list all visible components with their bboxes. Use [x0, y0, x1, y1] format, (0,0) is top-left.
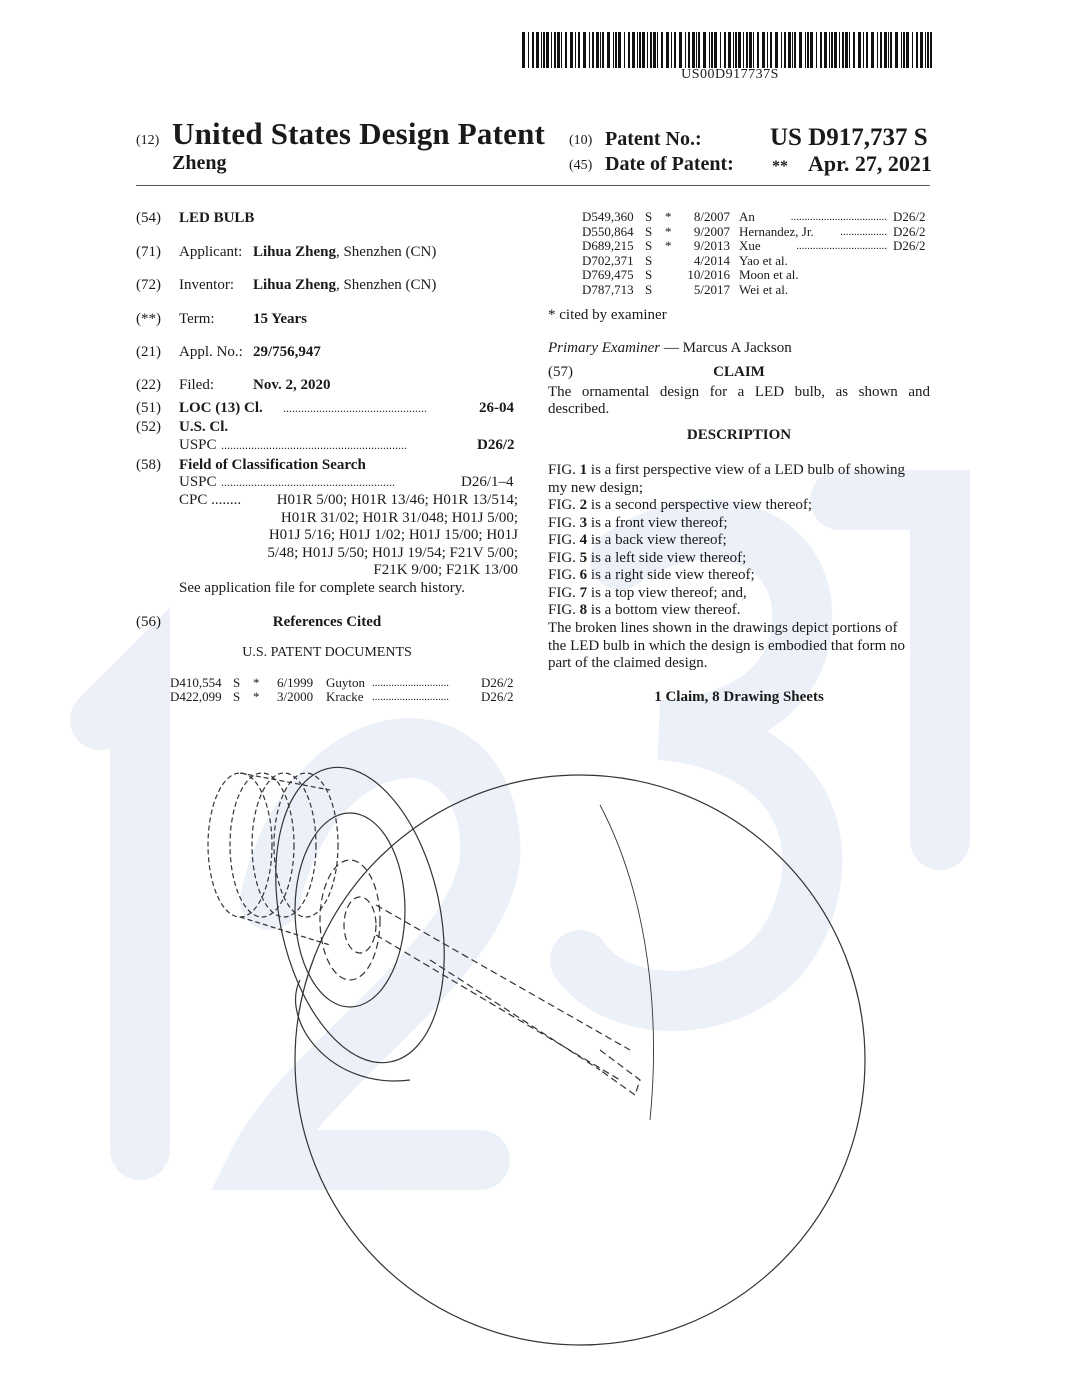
- barcode-bar: [927, 32, 929, 68]
- date-label: Date of Patent:: [605, 153, 734, 175]
- right-ref-date-3: 9/2013: [693, 238, 730, 253]
- barcode-bar: [618, 32, 621, 68]
- barcode-bar: [816, 32, 817, 68]
- barcode-bar: [746, 32, 748, 68]
- patent-number: US D917,737 S: [770, 124, 928, 151]
- desc-line-8: FIG. 7 is a top view thereof; and,: [548, 585, 747, 601]
- uscl-dots: ..............................................................: [221, 438, 407, 452]
- barcode-bar: [583, 32, 586, 68]
- appl-value: 29/756,947: [253, 344, 321, 360]
- barcode-bar: [600, 32, 601, 68]
- right-ref-name-3: Xue: [739, 238, 761, 253]
- code-71: (71): [136, 244, 161, 260]
- barcode-bar: [639, 32, 641, 68]
- barcode-bar: [743, 32, 744, 68]
- applicant-value: Lihua Zheng, Shenzhen (CN): [253, 244, 437, 260]
- desc-line-3: FIG. 2 is a second perspective view thereof;: [548, 497, 813, 513]
- barcode-bar: [884, 32, 887, 68]
- right-ref-name-2: Hernandez, Jr.: [739, 224, 814, 239]
- right-ref-kind-6: S: [645, 282, 653, 297]
- bulb-neck-flare: [251, 752, 470, 1079]
- appl-label: Appl. No.:: [179, 344, 243, 360]
- barcode-bar: [565, 32, 567, 68]
- led-stem: [320, 860, 640, 1095]
- loc-value: 26-04: [479, 400, 514, 416]
- invention-title: LED BULB: [179, 210, 255, 226]
- left-ref-num-1: D410,554: [170, 675, 222, 690]
- barcode-bar: [711, 32, 713, 68]
- desc-line-12: part of the claimed design.: [548, 655, 708, 671]
- barcode-bar: [522, 32, 525, 68]
- claim-heading: CLAIM: [713, 364, 765, 380]
- barcode-bar: [890, 32, 892, 68]
- barcode-bar: [541, 32, 542, 68]
- applicant-label: Applicant:: [179, 244, 243, 260]
- barcode-bar: [679, 32, 682, 68]
- desc-line-2: my new design;: [548, 480, 643, 496]
- right-ref-name-4: Yao et al.: [739, 253, 788, 268]
- right-ref-date-5: 10/2016: [687, 267, 730, 282]
- barcode-bar: [703, 32, 706, 68]
- barcode-bar: [824, 32, 827, 68]
- barcode-bar: [650, 32, 652, 68]
- barcode-graphic: [522, 32, 932, 68]
- left-ref-name-2: Kracke: [326, 689, 364, 704]
- cpc-line-1: H01R 5/00; H01R 13/46; H01R 13/514;: [276, 492, 518, 508]
- barcode-bar: [632, 32, 635, 68]
- barcode-bar: [901, 32, 902, 68]
- left-ref-date-1: 6/1999: [277, 675, 314, 690]
- claim-line-2: described.: [548, 401, 610, 417]
- desc-line-4: FIG. 3 is a front view thereof;: [548, 515, 728, 531]
- right-ref-num-3: D689,215: [582, 238, 634, 253]
- barcode-bar: [903, 32, 905, 68]
- left-ref-date-2: 3/2000: [277, 689, 314, 704]
- filed-value: Nov. 2, 2020: [253, 377, 331, 393]
- barcode-bar: [805, 32, 806, 68]
- code-52: (52): [136, 419, 161, 435]
- right-ref-num-1: D549,360: [582, 209, 634, 224]
- barcode-bar: [906, 32, 909, 68]
- barcode-bar: [613, 32, 614, 68]
- code-12: (12): [136, 133, 160, 148]
- barcode-bar: [688, 32, 690, 68]
- barcode-bar: [728, 32, 731, 68]
- barcode-bar: [845, 32, 848, 68]
- desc-line-5: FIG. 4 is a back view thereof;: [548, 532, 727, 548]
- right-ref-date-1: 8/2007: [693, 209, 730, 224]
- desc-line-7: FIG. 6 is a right side view thereof;: [548, 567, 755, 583]
- document-title: United States Design Patent: [172, 116, 546, 151]
- right-ref-class-3: D26/2: [893, 238, 926, 253]
- right-ref-num-6: D787,713: [582, 282, 634, 297]
- code-51: (51): [136, 400, 161, 416]
- patent-no-label: Patent No.:: [605, 128, 702, 150]
- right-ref-dots-3: .................................: [796, 240, 887, 252]
- barcode-bar: [810, 32, 813, 68]
- see-application: See application file for complete search history.: [179, 580, 466, 596]
- field-uspc: USPC: [179, 474, 217, 490]
- barcode-bar: [880, 32, 882, 68]
- right-ref-class-2: D26/2: [893, 224, 926, 239]
- barcode-bar: [784, 32, 786, 68]
- right-ref-num-5: D769,475: [582, 267, 634, 282]
- barcode-bar: [615, 32, 617, 68]
- code-57: (57): [548, 364, 573, 380]
- barcode-bar: [753, 32, 754, 68]
- barcode-bar: [709, 32, 710, 68]
- barcode-bar: [794, 32, 796, 68]
- code-21: (21): [136, 344, 161, 360]
- led-bulb-drawing: [180, 720, 900, 1380]
- code-term: (**): [136, 311, 161, 327]
- barcode-bar: [696, 32, 697, 68]
- barcode-bar: [674, 32, 676, 68]
- term-label: Term:: [179, 311, 215, 327]
- barcode-bar: [724, 32, 726, 68]
- barcode-bar: [849, 32, 850, 68]
- right-ref-date-2: 9/2007: [693, 224, 730, 239]
- cpc-line-4: 5/48; H01J 5/50; H01J 19/54; F21V 5/00;: [267, 545, 518, 561]
- barcode-bar: [647, 32, 648, 68]
- right-ref-kind-5: S: [645, 267, 653, 282]
- barcode-bar: [895, 32, 898, 68]
- barcode-bar: [834, 32, 837, 68]
- barcode-bar: [607, 32, 610, 68]
- claims-summary: 1 Claim, 8 Drawing Sheets: [654, 689, 824, 705]
- code-10: (10): [569, 133, 593, 148]
- claim-line-1: The ornamental design for a LED bulb, as shown and: [548, 384, 930, 400]
- code-72: (72): [136, 277, 161, 293]
- us-documents-heading: U.S. PATENT DOCUMENTS: [242, 645, 412, 660]
- uscl-uspc: USPC: [179, 437, 217, 453]
- left-ref-class-1: D26/2: [481, 675, 514, 690]
- barcode-bar: [888, 32, 889, 68]
- desc-line-9: FIG. 8 is a bottom view thereof.: [548, 602, 741, 618]
- barcode-bar: [829, 32, 830, 68]
- barcode-bar: [602, 32, 604, 68]
- references-heading: References Cited: [272, 614, 382, 630]
- barcode-bar: [575, 32, 576, 68]
- loc-label: LOC (13) Cl.: [179, 400, 263, 416]
- barcode-bar: [554, 32, 556, 68]
- barcode-bar: [912, 32, 913, 68]
- bulb-globe-outline: [295, 775, 865, 1345]
- bulb-neck-curve: [296, 980, 410, 1081]
- screw-base: [208, 773, 338, 945]
- barcode-bar: [863, 32, 864, 68]
- barcode-bar: [671, 32, 672, 68]
- left-ref-num-2: D422,099: [170, 689, 222, 704]
- barcode-bar: [570, 32, 573, 68]
- barcode-bar: [788, 32, 791, 68]
- barcode-bar: [916, 32, 918, 68]
- barcode-bar: [853, 32, 855, 68]
- barcode-bar: [831, 32, 833, 68]
- code-56: (56): [136, 614, 161, 630]
- right-ref-star-2: *: [665, 224, 672, 239]
- barcode-bar: [770, 32, 772, 68]
- barcode-bar: [661, 32, 663, 68]
- barcode-number: US00D917737S: [681, 67, 779, 82]
- header-divider: [136, 185, 930, 186]
- barcode-bar: [578, 32, 580, 68]
- date-mark: **: [772, 158, 788, 175]
- right-ref-name-1: An: [739, 209, 755, 224]
- barcode-bar: [775, 32, 778, 68]
- barcode-bar: [738, 32, 741, 68]
- barcode-bar: [762, 32, 765, 68]
- barcode-bar: [642, 32, 645, 68]
- left-ref-star-1: *: [253, 675, 260, 690]
- barcode-bar: [528, 32, 529, 68]
- barcode-bar: [858, 32, 861, 68]
- right-ref-star-1: *: [665, 209, 672, 224]
- barcode-bar: [757, 32, 759, 68]
- right-ref-dots-1: ...................................: [790, 211, 887, 223]
- barcode-bar: [551, 32, 552, 68]
- barcode-bar: [720, 32, 721, 68]
- barcode-bar: [698, 32, 700, 68]
- barcode-bar: [767, 32, 768, 68]
- code-54: (54): [136, 210, 161, 226]
- barcode-bar: [532, 32, 534, 68]
- barcode-bar: [781, 32, 782, 68]
- right-ref-dots-2: .................: [840, 226, 887, 238]
- barcode-bar: [628, 32, 630, 68]
- barcode-bar: [871, 32, 874, 68]
- desc-line-6: FIG. 5 is a left side view thereof;: [548, 550, 747, 566]
- barcode-bar: [877, 32, 878, 68]
- barcode-bar: [637, 32, 638, 68]
- barcode-bar: [666, 32, 669, 68]
- barcode-bar: [839, 32, 840, 68]
- barcode-bar: [866, 32, 868, 68]
- inventor-surname: Zheng: [172, 152, 227, 174]
- term-value: 15 Years: [253, 311, 308, 327]
- right-ref-name-6: Wei et al.: [739, 282, 789, 297]
- cpc-line-2: H01R 31/02; H01R 31/048; H01J 5/00;: [280, 510, 518, 526]
- right-ref-star-3: *: [665, 238, 672, 253]
- cpc-line-5: F21K 9/00; F21K 13/00: [373, 562, 518, 578]
- code-45: (45): [569, 158, 593, 173]
- barcode-bar: [925, 32, 926, 68]
- code-22: (22): [136, 377, 161, 393]
- right-ref-num-2: D550,864: [582, 224, 634, 239]
- barcode-bar: [685, 32, 686, 68]
- desc-line-11: the LED bulb in which the design is embodied that form no: [548, 638, 906, 654]
- primary-examiner: Primary Examiner — Marcus A Jackson: [548, 340, 792, 356]
- barcode-bar: [920, 32, 923, 68]
- right-ref-name-5: Moon et al.: [739, 267, 799, 282]
- right-ref-num-4: D702,371: [582, 253, 634, 268]
- barcode-bar: [842, 32, 844, 68]
- barcode-bar: [792, 32, 793, 68]
- barcode-bar: [799, 32, 802, 68]
- barcode-bar: [820, 32, 822, 68]
- right-ref-date-6: 5/2017: [693, 282, 730, 297]
- uscl-label: U.S. Cl.: [179, 419, 229, 435]
- field-uspc-value: D26/1–4: [461, 474, 514, 490]
- barcode-bar: [735, 32, 737, 68]
- barcode-bar: [592, 32, 594, 68]
- barcode-bar: [543, 32, 545, 68]
- left-ref-kind-2: S: [233, 689, 241, 704]
- cited-by-examiner: * cited by examiner: [548, 307, 667, 323]
- right-ref-kind-1: S: [645, 209, 653, 224]
- left-ref-star-2: *: [253, 689, 260, 704]
- desc-line-10: The broken lines shown in the drawings depict portions of: [548, 620, 898, 636]
- inventor-label: Inventor:: [179, 277, 234, 293]
- barcode-bar: [596, 32, 599, 68]
- barcode-bar: [557, 32, 560, 68]
- barcode-bar: [624, 32, 625, 68]
- loc-dots: ................................................: [283, 401, 427, 415]
- barcode-bar: [589, 32, 590, 68]
- filed-label: Filed:: [179, 377, 215, 393]
- barcode-bar: [714, 32, 717, 68]
- barcode-bar: [749, 32, 752, 68]
- field-label: Field of Classification Search: [179, 457, 366, 473]
- left-ref-name-1: Guyton: [326, 675, 365, 690]
- right-ref-kind-3: S: [645, 238, 653, 253]
- cpc-line-3: H01J 5/16; H01J 1/02; H01J 15/00; H01J: [268, 527, 518, 543]
- uscl-value: D26/2: [477, 437, 515, 453]
- left-ref-kind-1: S: [233, 675, 241, 690]
- field-uspc-dots: ..........................................................: [221, 475, 395, 489]
- barcode-bar: [692, 32, 695, 68]
- barcode-bar: [546, 32, 549, 68]
- right-ref-kind-2: S: [645, 224, 653, 239]
- code-58: (58): [136, 457, 161, 473]
- barcode-bar: [807, 32, 809, 68]
- barcode-bar: [561, 32, 562, 68]
- left-ref-dots-2: ............................: [372, 691, 449, 703]
- barcode-bar: [536, 32, 539, 68]
- barcode-bar: [657, 32, 658, 68]
- patent-date: Apr. 27, 2021: [808, 151, 932, 176]
- left-ref-class-2: D26/2: [481, 689, 514, 704]
- left-ref-dots-1: ............................: [372, 677, 449, 689]
- bulb-neck-collar: [295, 813, 405, 1007]
- barcode-bar: [930, 32, 932, 68]
- right-ref-class-1: D26/2: [893, 209, 926, 224]
- inventor-value: Lihua Zheng, Shenzhen (CN): [253, 277, 437, 293]
- barcode-bar: [733, 32, 734, 68]
- cpc-label: CPC ........: [179, 492, 242, 508]
- right-ref-kind-4: S: [645, 253, 653, 268]
- description-heading: DESCRIPTION: [686, 427, 792, 443]
- desc-line-1: FIG. 1 is a first perspective view of a LED bulb of showing: [548, 462, 906, 478]
- barcode-bar: [653, 32, 656, 68]
- right-ref-date-4: 4/2014: [693, 253, 730, 268]
